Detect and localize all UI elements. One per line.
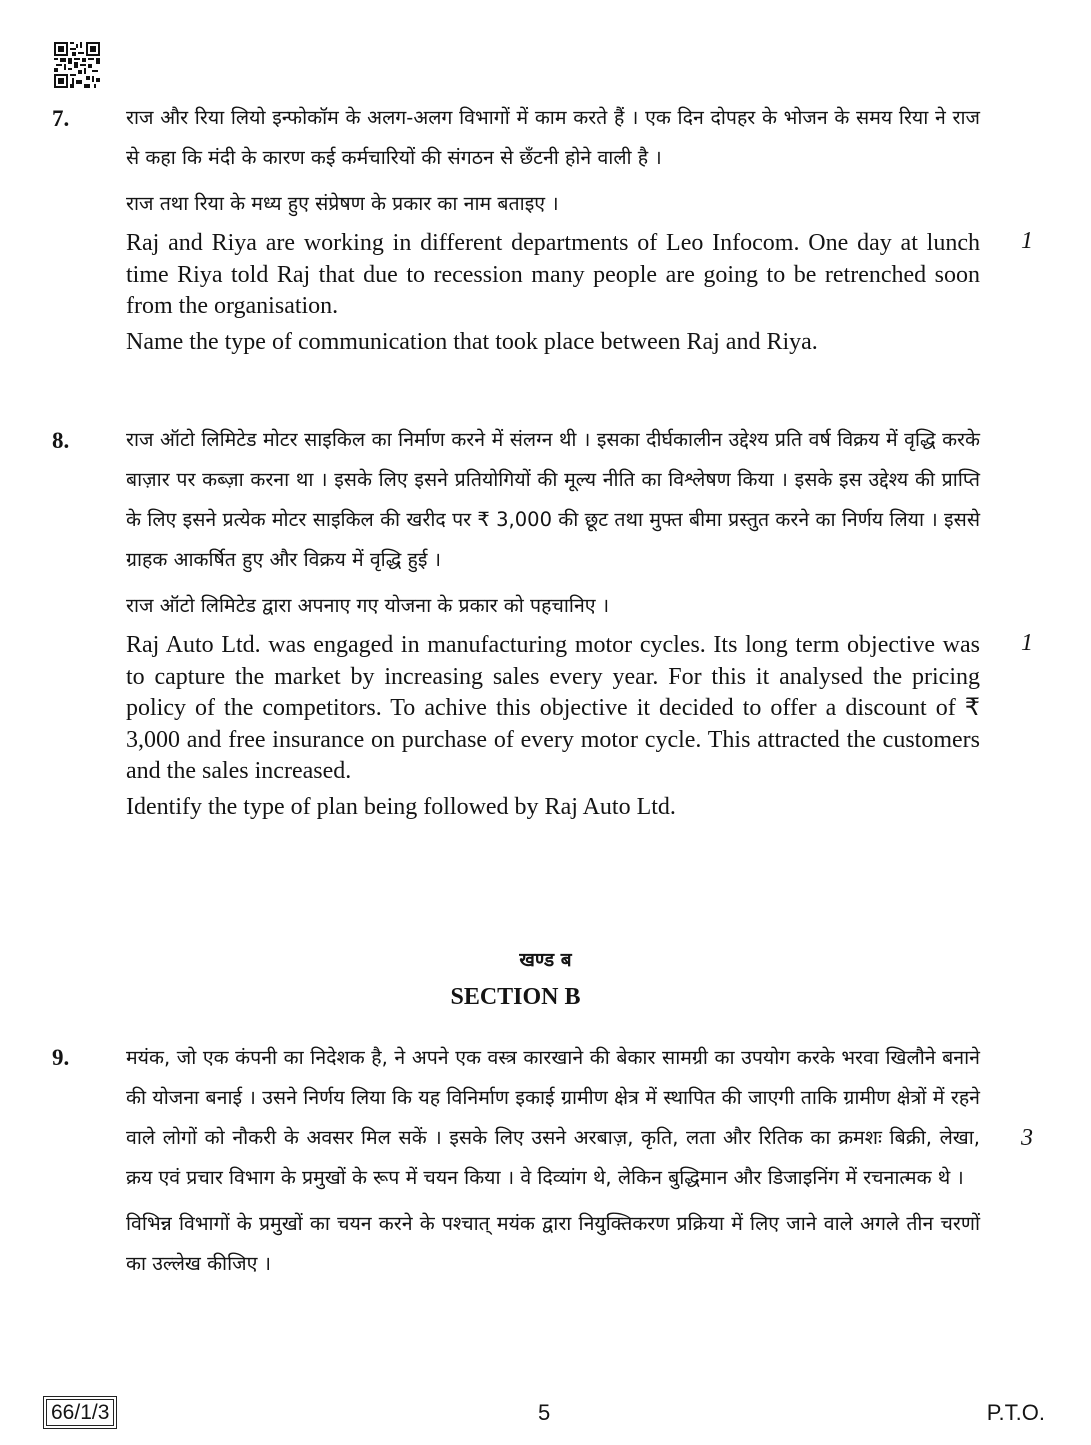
question-marks: 1 [1021, 228, 1033, 254]
please-turn-over: P.T.O. [986, 1400, 1045, 1425]
question-english-prompt: Name the type of communication that took place between Raj and Riya. [126, 328, 818, 355]
question-hindi-prompt: राज तथा रिया के मध्य हुए संप्रेषण के प्रकार का नाम बताइए । [126, 192, 559, 215]
question-hindi-prompt: विभिन्न विभागों के प्रमुखों का चयन करने के पश्चात् मयंक द्वारा नियुक्तिकरण प्रक्रिया में लिए जाने वाले अगले तीन चरणों का उल्लेख कीजिए । [126, 1212, 980, 1275]
section-heading-english: SECTION B [450, 984, 581, 1010]
question-9 [126, 1038, 980, 1284]
paper-code: 66/1/3 [46, 1399, 114, 1426]
question-hindi-text: राज और रिया लियो इन्फोकॉम के अलग-अलग विभागों में काम करते हैं । एक दिन दोपहर के भोजन के समय रिया ने राज से कहा कि मंदी के कारण कई कर्मचारियों की संगठन से छँटनी होने वाली है । [126, 106, 980, 169]
question-number: 9. [52, 1045, 70, 1070]
question-8 [126, 420, 980, 823]
question-english-text: Raj and Riya are working in different departments of Leo Infocom. One day at lunch time Riya told Raj that due to recession many people are going to be retrenched soon from the organisation. [126, 230, 980, 319]
page-number: 5 [538, 1400, 551, 1425]
question-number: 8. [52, 428, 70, 453]
question-marks: 1 [1021, 630, 1033, 656]
question-hindi-text: मयंक, जो एक कंपनी का निदेशक है, ने अपने एक वस्त्र कारखाने की बेकार सामग्री का उपयोग करके भरवा खिलौने बनाने की योजना बनाई । उसने निर्णय लिया कि यह विनिर्माण इकाई ग्रामीण क्षेत्र में स्थापित की जाएगी ताकि ग्रामीण क्षेत्रों में रहने वाले लोगों को नौकरी के अवसर मिल सकें । इसके लिए उसने अरबाज़, कृति, लता और रितिक का क्रमशः बिक्री, लेखा, क्रय एवं प्रचार विभाग के प्रमुखों के रूप में चयन किया । वे दिव्यांग थे, लेकिन बुद्धिमान और डिजाइनिंग में रचनात्मक थे । [126, 1046, 980, 1189]
question-number: 7. [52, 106, 70, 131]
question-hindi-prompt: राज ऑटो लिमिटेड द्वारा अपनाए गए योजना के प्रकार को पहचानिए । [126, 594, 610, 617]
question-7 [126, 98, 980, 358]
question-marks: 3 [1021, 1125, 1033, 1151]
qr-code-icon [54, 42, 100, 88]
question-hindi-text: राज ऑटो लिमिटेड मोटर साइकिल का निर्माण करने में संलग्न थी । इसका दीर्घकालीन उद्देश्य प्रति वर्ष विक्रय में वृद्धि करके बाज़ार पर कब्ज़ा करना था । इसके लिए इसने प्रतियोगियों की मूल्य नीति का विश्लेषण किया । इसके इस उद्देश्य की प्राप्ति के लिए इसने प्रत्येक मोटर साइकिल की खरीद पर ₹ 3,000 की छूट तथा मुफ्त बीमा प्रस्तुत करने का निर्णय लिया । इससे ग्राहक आकर्षित हुए और विक्रय में वृद्धि हुई । [126, 428, 980, 571]
question-english-prompt: Identify the type of plan being followed by Raj Auto Ltd. [126, 793, 676, 820]
section-heading-hindi: खण्ड ब [519, 949, 572, 971]
question-english-text: Raj Auto Ltd. was engaged in manufacturing motor cycles. Its long term objective was to capture the market by increasing sales every year. For this it analysed the pricing policy of the competitors. To achive this objective it decided to offer a discount of ₹ 3,000 and free insurance on purchase of every motor cycle. This attracted the customers and the sales increased. [126, 632, 980, 784]
